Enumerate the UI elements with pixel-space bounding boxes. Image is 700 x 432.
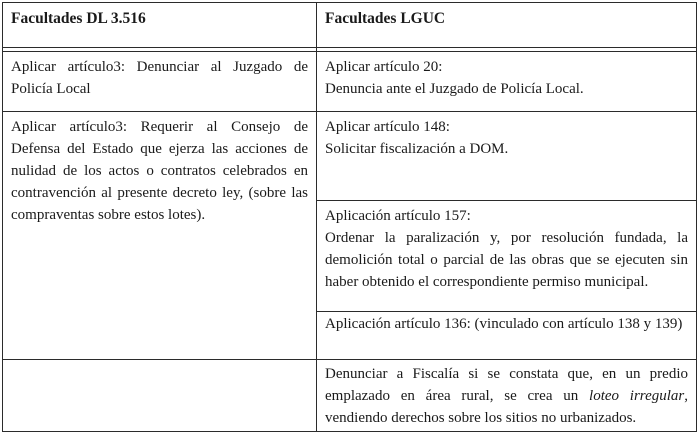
cell-lguc-fiscalia: Denunciar a Fiscalía si se constata que, en un predio emplazado en área rural, se crea un loteo irregular, vendiendo derechos sobre los sitios no urbanizados. — [317, 360, 697, 432]
cell-lguc-article-20 — [317, 52, 697, 112]
header-lguc: Facultades LGUC — [317, 3, 697, 48]
faculties-comparison-table — [2, 2, 697, 432]
cell-lguc-article-148 — [317, 112, 697, 201]
article-text: Solicitar fiscalización a DOM. — [325, 141, 509, 157]
table-row — [3, 52, 697, 112]
article-text: Ordenar la paralización y, por resolución fundada, la demolición total o parcial de las obras que se ejecuten sin haber obtenido el correspondiente permiso municipal. — [325, 230, 688, 290]
article-label: Aplicar artículo 148: — [325, 119, 450, 135]
cell-dl-article-3-denounce: Aplicar artículo3: Denunciar al Juzgado de Policía Local — [3, 52, 317, 112]
header-dl-3516: Facultades DL 3.516 — [3, 3, 317, 48]
article-label: Aplicación artículo 157: — [325, 208, 471, 224]
cell-dl-empty — [3, 360, 317, 432]
article-text: Denuncia ante el Juzgado de Policía Local. — [325, 81, 584, 97]
cell-dl-article-3-consejo: Aplicar artículo3: Requerir al Consejo de Defensa del Estado que ejerza las acciones de nulidad de los actos o contratos celebrados en contravención al presente decreto ley, (sobre las compraventas sobre estos lotes). — [3, 112, 317, 360]
cell-lguc-article-136: Aplicación artículo 136: (vinculado con artículo 138 y 139) — [317, 312, 697, 360]
cell-lguc-article-157 — [317, 201, 697, 312]
table-row — [3, 360, 697, 432]
table-header-row — [3, 3, 697, 48]
article-label: Aplicar artículo 20: — [325, 59, 443, 75]
table-row — [3, 112, 697, 201]
loteo-irregular-emphasis: loteo irregular — [589, 388, 685, 404]
